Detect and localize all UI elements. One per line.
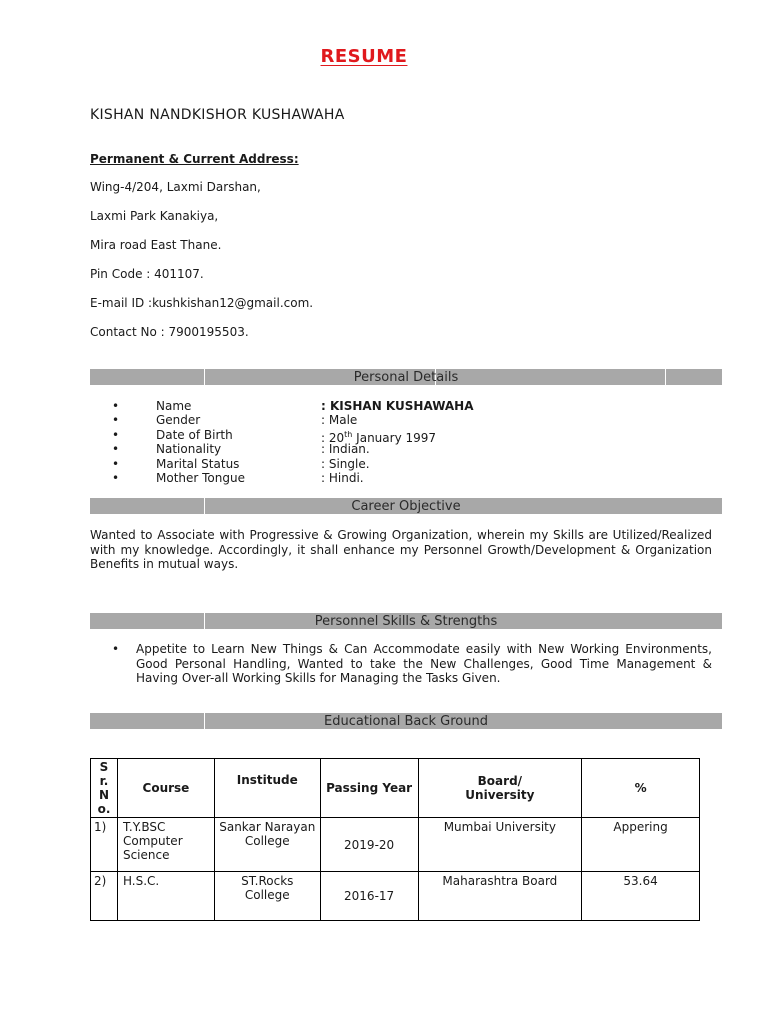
detail-row [112, 442, 712, 456]
bullet: • [112, 470, 120, 485]
cell-srno: 2) [91, 872, 118, 921]
table-header-row [91, 759, 700, 818]
bullet: • [112, 456, 120, 471]
cell-srno: 1) [91, 818, 118, 872]
section-heading: Personnel Skills & Strengths [314, 613, 498, 629]
education-table [90, 758, 700, 921]
skills-bar [90, 613, 722, 629]
pin-code: Pin Code : 401107. [90, 267, 204, 281]
detail-value: : Indian. [321, 442, 370, 457]
cell-board: Mumbai University [418, 818, 582, 872]
cell-percent: 53.64 [582, 872, 700, 921]
email: E-mail ID :kushkishan12@gmail.com. [90, 296, 314, 310]
bullet: • [112, 399, 120, 413]
section-heading: Career Objective [351, 498, 461, 514]
section-heading: Personal Details [353, 369, 459, 385]
detail-label: Nationality [156, 442, 222, 457]
detail-row [112, 399, 712, 413]
detail-label: Gender [156, 413, 201, 428]
cell-percent: Appering [582, 818, 700, 872]
detail-row [112, 413, 712, 427]
cell-year: 2016-17 [320, 872, 418, 921]
table-row [91, 818, 700, 872]
contact-number: Contact No : 7900195503. [90, 325, 249, 339]
col-year: Passing Year [320, 759, 418, 818]
address-line: Mira road East Thane. [90, 238, 222, 252]
detail-row [112, 471, 712, 485]
career-objective-text: Wanted to Associate with Progressive & Growing Organization, wherein my Skills are Utilized/Realized with my knowledge. Accordingly, it shall enhance my Personnel Growth/Development & Organization Benefits in mutual ways. [90, 528, 712, 571]
cell-year: 2019-20 [320, 818, 418, 872]
detail-label: Mother Tongue [156, 470, 245, 485]
resume-title: RESUME [320, 46, 408, 67]
full-name: KISHAN NANDKISHOR KUSHAWAHA [90, 107, 345, 123]
col-institute: Institude [214, 759, 320, 818]
cell-institute: Sankar Narayan College [214, 818, 320, 872]
address-line: Wing-4/204, Laxmi Darshan, [90, 180, 261, 194]
dob-suffix: th [344, 429, 353, 439]
skills-item [112, 642, 712, 686]
detail-row [112, 427, 712, 445]
personal-details-bar [90, 369, 722, 385]
detail-label: Name [156, 399, 192, 413]
cell-board: Maharashtra Board [418, 872, 582, 921]
cell-institute: ST.Rocks College [214, 872, 320, 921]
section-heading: Educational Back Ground [324, 713, 488, 729]
detail-value: : Single. [321, 456, 370, 471]
cell-course: H.S.C. [117, 872, 214, 921]
table-row [91, 872, 700, 921]
col-srno: S r. N o. [91, 759, 118, 818]
detail-value: : KISHAN KUSHAWAHA [321, 399, 474, 413]
col-board: Board/ University [418, 759, 582, 818]
address-line: Laxmi Park Kanakiya, [90, 209, 219, 223]
dob-day: : 20 [321, 430, 345, 445]
detail-label: Marital Status [156, 456, 240, 471]
col-percent: % [582, 759, 700, 818]
dob-rest: January 1997 [352, 430, 437, 445]
bullet: • [112, 427, 120, 442]
personal-details-list [112, 399, 712, 485]
cell-course: T.Y.BSC Computer Science [117, 818, 214, 872]
col-course: Course [117, 759, 214, 818]
bullet: • [112, 413, 120, 428]
detail-value [321, 428, 712, 445]
bullet: • [112, 642, 120, 656]
address-heading: Permanent & Current Address: [90, 152, 299, 166]
career-objective-bar [90, 498, 722, 514]
education-bar [90, 713, 722, 729]
skills-text: Appetite to Learn New Things & Can Accommodate easily with New Working Environments, Good Personal Handling, Wanted to take the New Challenges, Good Time Management & Having Over-all Working Skills for Managing the Tasks Given. [136, 642, 712, 685]
detail-row [112, 457, 712, 471]
bullet: • [112, 442, 120, 457]
detail-value: : Male [321, 413, 358, 428]
detail-label: Date of Birth [156, 427, 233, 442]
detail-value: : Hindi. [321, 470, 364, 485]
